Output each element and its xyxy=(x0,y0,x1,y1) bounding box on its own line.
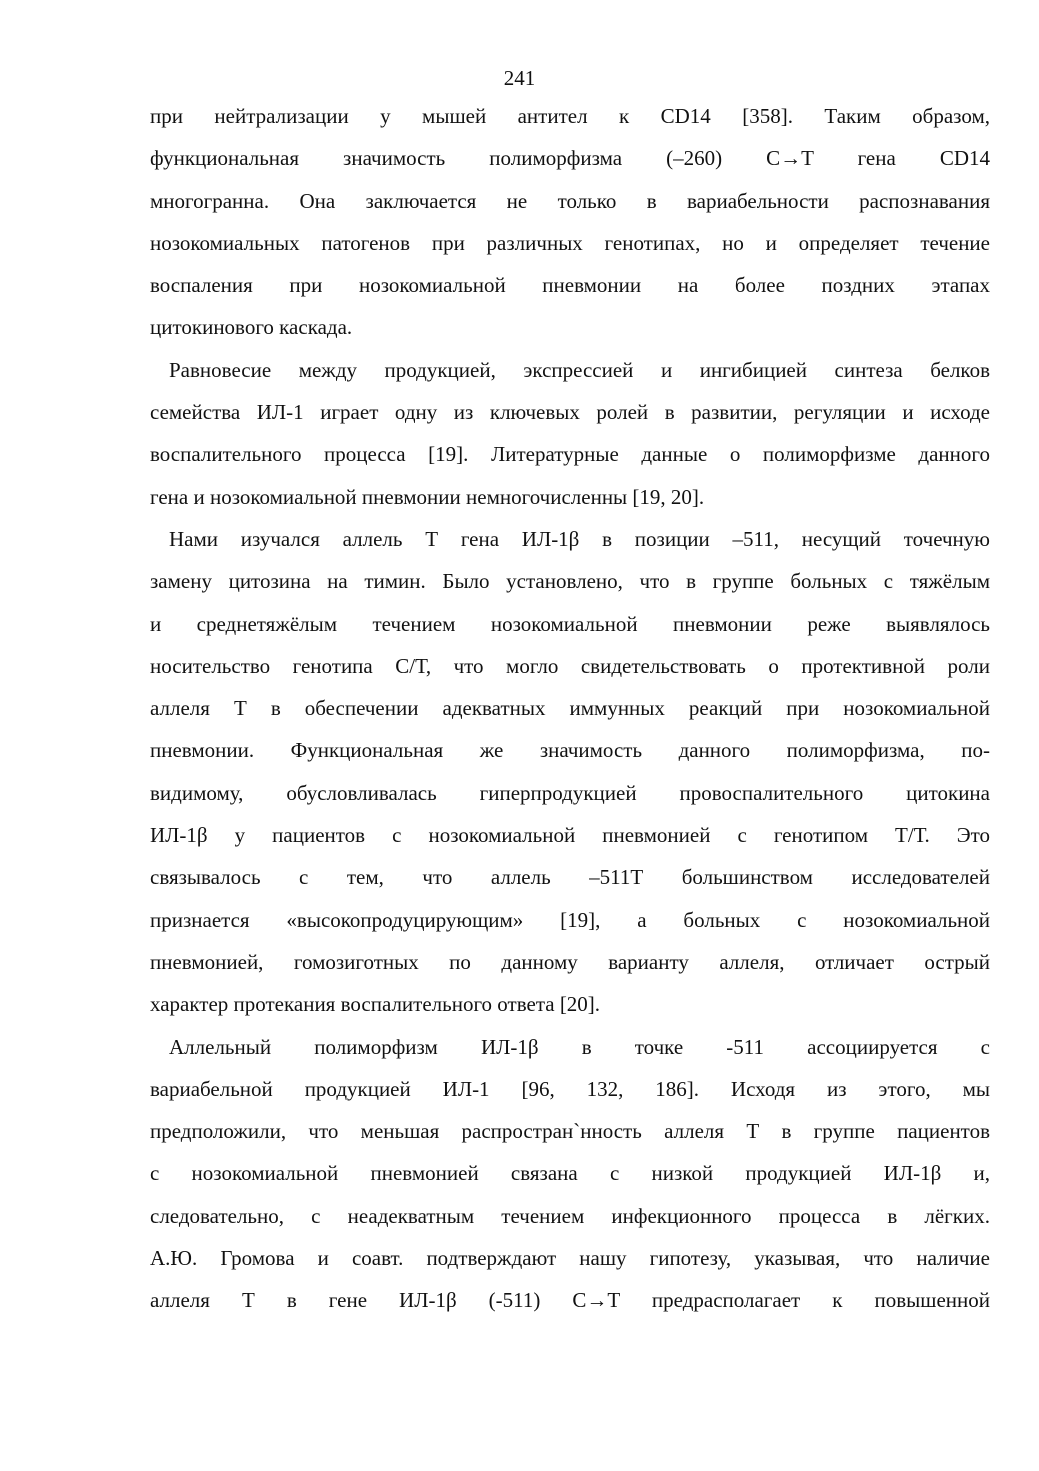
text-line: Аллельный полиморфизм ИЛ-1β в точке -511 ассоциируется с xyxy=(169,1034,990,1059)
text-line: замену цитозина на тимин. Было установлено, что в группе больных с тяжёлым xyxy=(150,569,990,594)
text-line: следовательно, с неадекватным течением инфекционного процесса в лёгких. xyxy=(150,1203,990,1228)
text-line: и среднетяжёлым течением нозокомиальной пневмонии реже выявлялось xyxy=(150,611,990,636)
paragraph xyxy=(150,95,990,349)
text-line: Равновесие между продукцией, экспрессией и ингибицией синтеза белков xyxy=(169,357,990,382)
text-line: аллеля Т в гене ИЛ-1β (-511) C→T предрасполагает к повышенной xyxy=(150,1288,990,1313)
text-line: А.Ю. Громова и соавт. подтверждают нашу гипотезу, указывая, что наличие xyxy=(150,1246,990,1271)
text-line: многогранна. Она заключается не только в вариабельности распознавания xyxy=(150,188,990,213)
text-line: связывалось с тем, что аллель –511Т большинством исследователей xyxy=(150,865,990,890)
text-line: характер протекания воспалительного ответа [20]. xyxy=(150,992,601,1017)
text-line: носительство генотипа С/Т, что могло свидетельствовать о протективной роли xyxy=(150,653,990,678)
text-line: вариабельной продукцией ИЛ-1 [96, 132, 186]. Исходя из этого, мы xyxy=(150,1076,990,1101)
paragraph xyxy=(150,518,990,1026)
text-line: гена и нозокомиальной пневмонии немногочисленны [19, 20]. xyxy=(150,484,705,509)
text-line: Нами изучался аллель Т гена ИЛ-1β в позиции –511, несущий точечную xyxy=(169,526,990,551)
text-line: видимому, обусловливалась гиперпродукцией провоспалительного цитокина xyxy=(150,780,990,805)
text-line: воспаления при нозокомиальной пневмонии на более поздних этапах xyxy=(150,273,990,298)
text-line: воспалительного процесса [19]. Литературные данные о полиморфизме данного xyxy=(150,442,990,467)
paragraph xyxy=(150,1026,990,1322)
text-line: пневмонией, гомозиготных по данному варианту аллеля, отличает острый xyxy=(150,949,990,974)
text-line: ИЛ-1β у пациентов с нозокомиальной пневмонией с генотипом Т/Т. Это xyxy=(150,823,990,848)
text-line: предположили, что меньшая распростран`нность аллеля Т в группе пациентов xyxy=(150,1119,990,1144)
page-number: 241 xyxy=(503,66,536,90)
text-line: с нозокомиальной пневмонией связана с низкой продукцией ИЛ-1β и, xyxy=(150,1161,990,1186)
document-body xyxy=(150,95,990,1322)
text-line: нозокомиальных патогенов при различных генотипах, но и определяет течение xyxy=(150,230,990,255)
text-line: семейства ИЛ-1 играет одну из ключевых ролей в развитии, регуляции и исходе xyxy=(150,400,990,425)
text-line: функциональная значимость полиморфизма (–260) C→T гена CD14 xyxy=(150,146,990,171)
text-line: при нейтрализации у мышей антител к CD14 [358]. Таким образом, xyxy=(150,104,990,128)
text-line: цитокинового каскада. xyxy=(150,315,353,340)
text-line: признается «высокопродуцирующим» [19], а больных с нозокомиальной xyxy=(150,907,990,932)
text-line: аллеля Т в обеспечении адекватных иммунных реакций при нозокомиальной xyxy=(150,696,990,721)
text-line: пневмонии. Функциональная же значимость данного полиморфизма, по- xyxy=(150,738,990,763)
paragraph xyxy=(150,349,990,518)
